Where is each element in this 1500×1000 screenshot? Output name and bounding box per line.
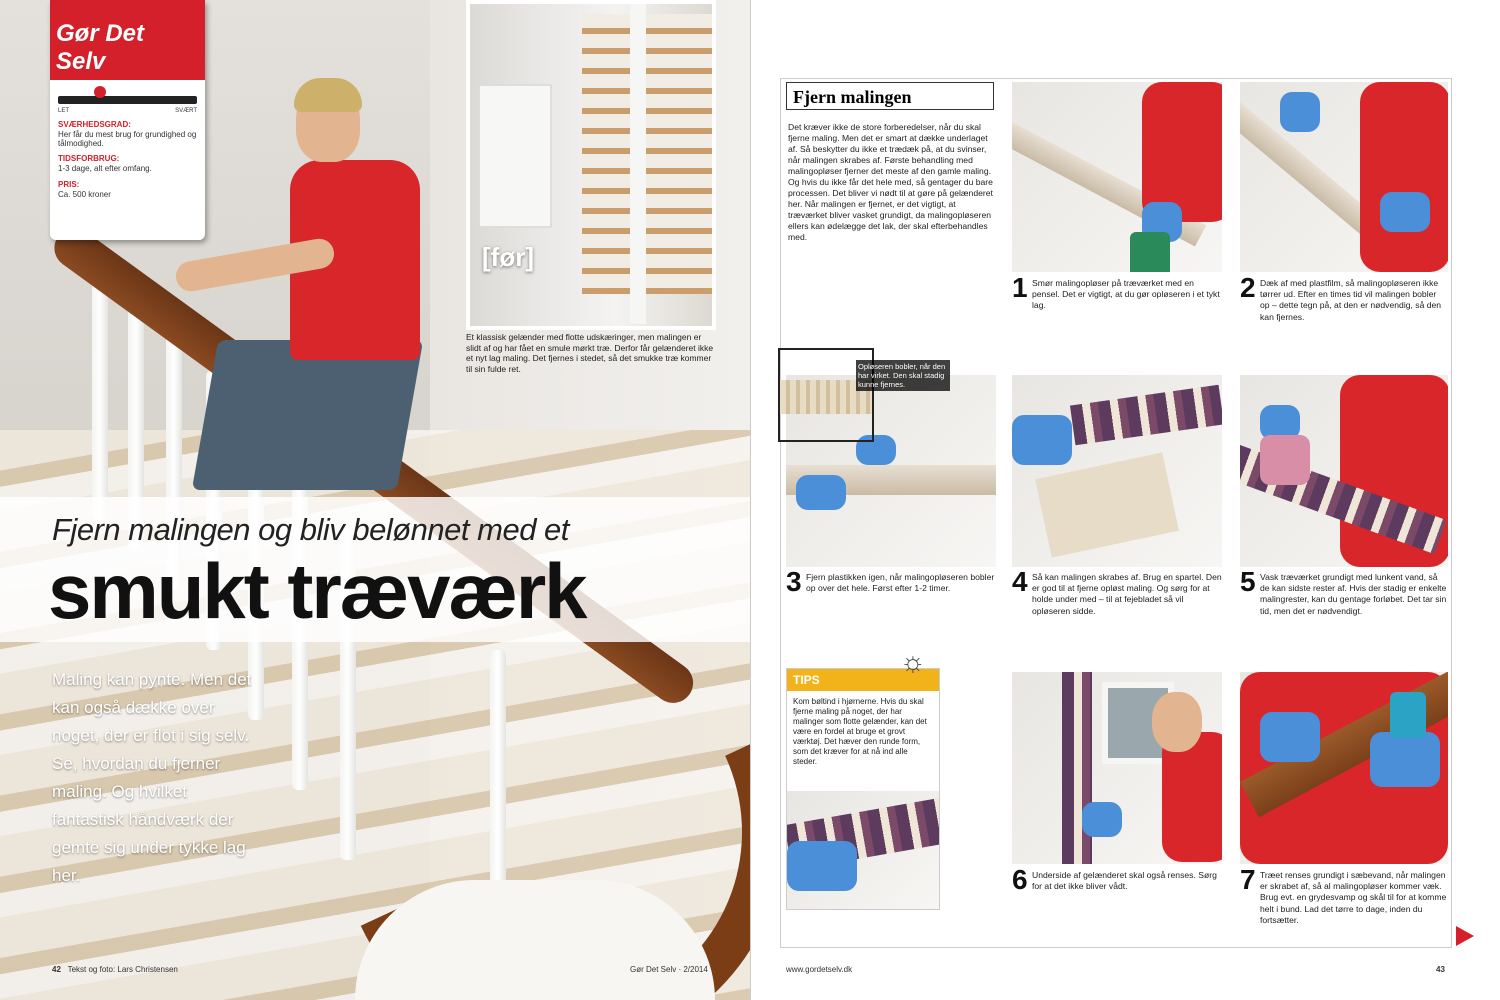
step-7-photo xyxy=(1240,672,1448,864)
step-3-number: 3 xyxy=(786,566,802,597)
step-6-photo xyxy=(1012,672,1222,864)
before-label: [før] xyxy=(482,242,534,272)
tips-box xyxy=(786,668,940,910)
step-7-number: 7 xyxy=(1240,864,1256,895)
tips-photo xyxy=(787,791,939,909)
step-5-photo xyxy=(1240,375,1448,567)
before-photo xyxy=(466,0,716,330)
info-time-text: 1-3 dage, alt efter omfang. xyxy=(58,164,152,174)
sponge xyxy=(1390,692,1426,738)
step-6-text: Underside af gelænderet skal også renses. Sørg for at det ikke bliver vådt. xyxy=(1032,870,1217,892)
difficulty-bar xyxy=(58,96,197,104)
blue-glove xyxy=(1370,732,1440,787)
step-7-text: Træet renses grundigt i sæbevand, når malingen er skrabet af, så al malingopløser kommer væk. Brug evt. en grydesvamp og skål til for at komme helt i bund. Lad det tørre to dage, inden du fortsætter. xyxy=(1260,870,1447,925)
person-hair xyxy=(294,78,362,112)
next-page-arrow-icon xyxy=(1456,926,1474,946)
scale-right-label: SVÆRT xyxy=(175,108,197,114)
scale-left-label: LET xyxy=(58,108,70,114)
red-shirt xyxy=(1360,82,1448,272)
info-time-head: TIDSFORBRUG: xyxy=(58,154,120,164)
difficulty-labels xyxy=(58,108,197,114)
pink-cloth xyxy=(1260,435,1310,485)
baluster xyxy=(92,280,108,520)
blue-glove xyxy=(1380,192,1430,232)
step-2-number: 2 xyxy=(1240,272,1256,303)
difficulty-marker xyxy=(94,86,106,98)
info-price-text: Ca. 500 kroner xyxy=(58,189,111,199)
person-jeans xyxy=(192,340,423,490)
step-4-text: Så kan malingen skrabes af. Brug en spartel. Den er god til at fjerne opløst maling. Og sørg for at holde under med – til at fejebladet så vil opløseren sidde. xyxy=(1032,572,1222,616)
page-number-right: 43 xyxy=(1436,965,1445,974)
brand-logo: Gør Det Selv xyxy=(50,0,205,80)
article-title: smukt træværk xyxy=(48,547,586,635)
step-4-photo xyxy=(1012,375,1222,567)
info-difficulty-text: Her får du mest brug for grundighed og tålmodighed. xyxy=(58,130,197,149)
step-3-text: Fjern plastikken igen, når malingopløseren bobler op over det hele. Først efter 1-2 timer. xyxy=(806,572,995,594)
article-subtitle: Fjern malingen og bliv belønnet med et xyxy=(52,512,569,547)
difficulty-scale xyxy=(58,88,197,108)
footer-brand: Gør Det Selv · 2/2014 xyxy=(630,965,708,974)
section-intro: Det kræver ikke de store forberedelser, når du skal fjerne maling. Men det er smart at dække underlaget af. Så beskytter du ikke et trædæk på, at du svinser, når malingen skrabes af. Første behandling med malingopløser fjerner det meste af den gamle maling. Og hvis du ikke får det hele med, så gentager du bare processen. Det bliver vi nødt til at gøre på gelænderet her. Når malingen er fjernet, er det vigtigt, at træværket bliver vasket grundigt, da malingopløseren ellers kan ødelægge det lak, der skal efterbehandles med. xyxy=(788,122,993,242)
footer-credits: Tekst og foto: Lars Christensen xyxy=(67,965,178,974)
step-4-number: 4 xyxy=(1012,566,1028,597)
footer-left xyxy=(52,965,178,974)
step-2-text: Dæk af med plastfilm, så malingopløseren ikke tørrer ud. Efter en times tid vil malingen bobler op – dette tegn på, at den er nødvendig, så den kan fjernes. xyxy=(1260,278,1442,322)
info-price-head: PRIS: xyxy=(58,179,80,189)
step-5-text: Vask træværket grundigt med lunkent vand, så de kan sidste rester af. Hvis der stadig er enkelte malingrester, kan du gentage forløbet. Det tar sin tid, men det er nødvendigt. xyxy=(1260,572,1447,616)
intro-text: Maling kan pynte. Men det kan også dække over noget, der er flot i sig selv. Se, hvordan du fjerner maling. Og hvilket fantastisk håndværk der gemte sig under tykke lag her. xyxy=(52,670,252,886)
section-title: Fjern malingen xyxy=(786,82,994,110)
blue-glove xyxy=(1260,712,1320,762)
white-railing xyxy=(540,4,646,324)
lightbulb-icon: ☼ xyxy=(900,646,926,677)
person-head xyxy=(1152,692,1202,752)
footer-url: www.gordetselv.dk xyxy=(786,965,853,974)
blue-glove xyxy=(1082,802,1122,837)
page-number-left: 42 xyxy=(52,965,61,974)
red-shirt xyxy=(1142,82,1222,222)
tips-text: Kom bøltind i hjørnerne. Hvis du skal fjerne maling på noget, der har malinger som flotte gelænder, kan det være en fordel at bruge et grovt værktøj. Det hæver den runde form, som det kræver for at nå ind alle steder. xyxy=(793,697,927,766)
step-2-photo xyxy=(1240,82,1448,272)
blue-glove xyxy=(1012,415,1072,465)
before-photo-image xyxy=(470,4,712,326)
brand-infobox xyxy=(50,0,205,240)
before-caption: Et klassisk gelænder med flotte udskæringer, men malingen er slidt af og har fået en smule mørkt træ. Derfor får gelænderet ikke et nyt lag maling. Det fjernes i stedet, så det smukke træ kommer til sin fulde ret. xyxy=(466,332,714,374)
blue-glove xyxy=(1280,92,1320,132)
blue-glove xyxy=(787,841,857,891)
step-1-number: 1 xyxy=(1012,272,1028,303)
info-difficulty-head: SVÆRHEDSGRAD: xyxy=(58,120,131,129)
inset-label: Opløseren bobler, når den har virket. Den skal stadig kunne fjernes. xyxy=(856,360,950,391)
blue-glove xyxy=(796,475,846,510)
step-1-text: Smør malingopløser på træværket med en pensel. Det er vigtigt, at du gør opløseren i et tykt lag. xyxy=(1032,278,1220,311)
paint-can xyxy=(1130,232,1170,272)
step-6-number: 6 xyxy=(1012,864,1028,895)
step-1-photo xyxy=(1012,82,1222,272)
tips-heading: TIPS xyxy=(787,669,939,691)
step-5-number: 5 xyxy=(1240,566,1256,597)
